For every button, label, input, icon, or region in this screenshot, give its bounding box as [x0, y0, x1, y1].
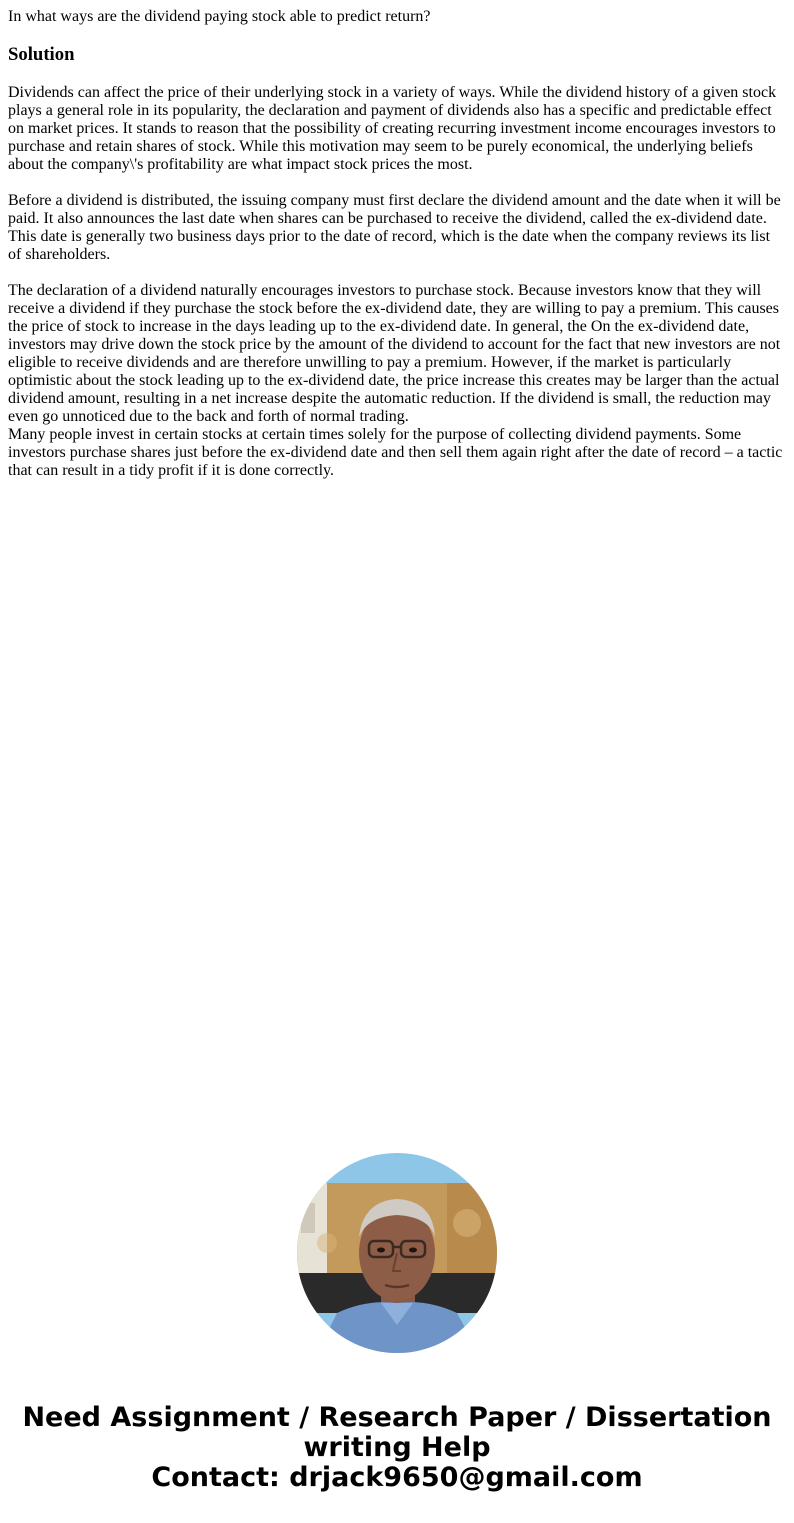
solution-paragraph-4: Many people invest in certain stocks at certain times solely for the purpose of collecting dividend payments. Some investors purchase shares just before the ex-dividend date and then sell them again right after the date of record – a tactic that can result in a tidy profit if it is done correctly. — [8, 426, 783, 479]
solution-paragraph-1: Dividends can affect the price of their underlying stock in a variety of ways. While the dividend history of a given stock plays a general role in its popularity, the declaration and payment of dividends also has a specific and predictable effect on market prices. It stands to reason that the possibility of creating recurring investment income encourages investors to purchase and retain shares of stock. While this motivation may seem to be purely economical, the underlying beliefs about the company\'s profitability are what impact stock prices the most. — [8, 84, 777, 173]
author-avatar — [297, 1153, 497, 1353]
promo-line-2: writing Help — [303, 1432, 491, 1463]
document-body — [8, 0, 786, 480]
promo-line-1: Need Assignment / Research Paper / Dissertation — [22, 1402, 772, 1433]
solution-heading: Solution — [8, 44, 75, 65]
promo-contact-line: Contact: drjack9650@gmail.com — [151, 1462, 643, 1493]
author-portrait-image — [297, 1153, 497, 1353]
promo-banner — [0, 1403, 794, 1493]
question-text: In what ways are the dividend paying stock able to predict return? — [8, 8, 431, 25]
solution-paragraph-3: The declaration of a dividend naturally encourages investors to purchase stock. Because investors know that they will receive a dividend if they purchase the stock before the ex-dividend date, they are willing to pay a premium. This causes the price of stock to increase in the days leading up to the ex-dividend date. In general, the On the ex-dividend date, investors may drive down the stock price by the amount of the dividend to account for the fact that new investors are not eligible to receive dividends and are therefore unwilling to pay a premium. However, if the market is particularly optimistic about the stock leading up to the ex-dividend date, the price increase this creates may be larger than the actual dividend amount, resulting in a net increase despite the automatic reduction. If the dividend is small, the reduction may even go unnoticed due to the back and forth of normal trading. — [8, 282, 781, 425]
solution-paragraph-2: Before a dividend is distributed, the issuing company must first declare the dividend amount and the date when it will be paid. It also announces the last date when shares can be purchased to receive the dividend, called the ex-dividend date. This date is generally two business days prior to the date of record, which is the date when the company reviews its list of shareholders. — [8, 192, 781, 263]
